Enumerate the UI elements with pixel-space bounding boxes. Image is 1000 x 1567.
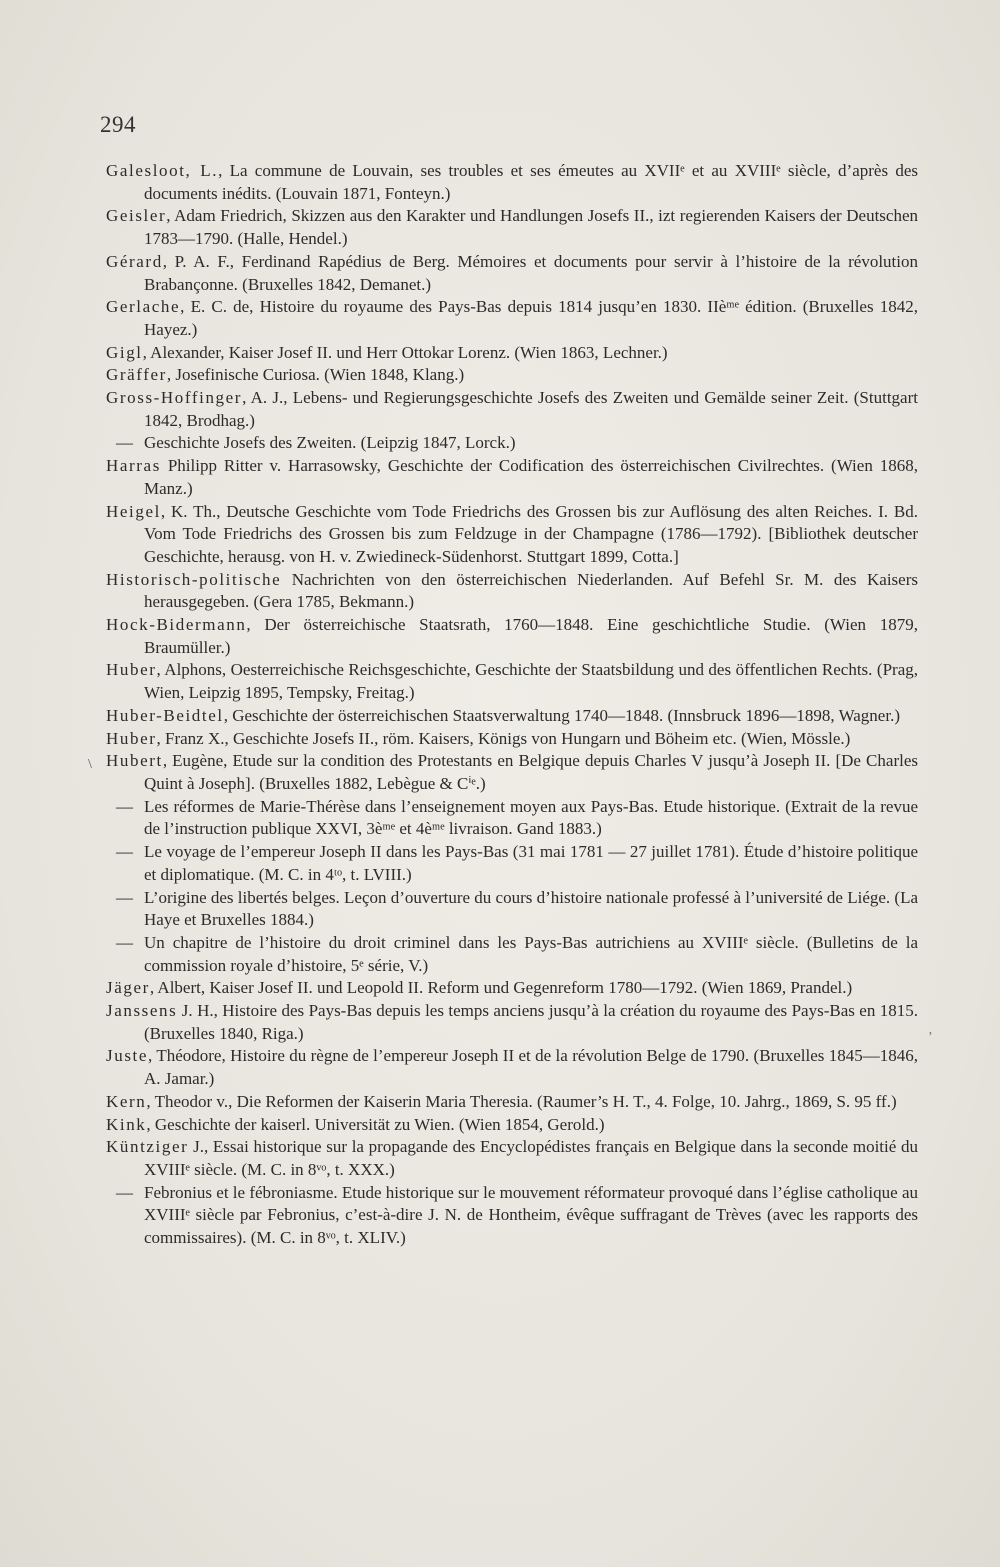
entry-text: Geschichte Josefs des Zweiten. (Leipzig 1847, Lorck.) [144, 433, 516, 453]
entry-text: J. H., Histoire des Pays-Bas depuis les temps anciens jusqu’à la création du royaume des Pays-Bas en 1815. (Bruxelles 1840, Riga.) [144, 1001, 918, 1043]
bibliography-entry [106, 455, 918, 500]
entry-author: Hock-Bidermann [106, 615, 247, 635]
bibliography-entry [106, 1114, 918, 1137]
entry-text: , Franz X., Geschichte Josefs II., röm. Kaisers, Königs von Hungarn und Böheim etc. (Wien, Mössle.) [156, 728, 851, 748]
entry-author: Galesloot, L. [106, 161, 219, 180]
entry-author: Gross-Hoffinger [106, 388, 243, 408]
entry-text: , Geschichte der kaiserl. Universität zu Wien. (Wien 1854, Gerold.) [146, 1114, 605, 1134]
bibliography-entry [106, 1182, 918, 1250]
page-number: 294 [100, 112, 136, 137]
entry-text: , Eugène, Etude sur la condition des Protestants en Belgique depuis Charles V jusqu’à Joseph II. [De Charles Quint à Joseph]. (Bruxelles 1882, Lebègue & Cⁱᵉ.) [144, 751, 918, 793]
entry-author: Janssens [106, 1001, 178, 1021]
entry-text: , Theodor v., Die Reformen der Kaiserin Maria Theresia. (Raumer’s H. T., 4. Folge, 10. Jahrg., 1869, S. 95 ff.) [146, 1091, 897, 1111]
entry-text: , Der österreichische Staatsrath, 1760—1848. Eine geschichtliche Studie. (Wien 1879, Braumüller.) [144, 615, 918, 657]
entry-author: Huber-Beidtel [106, 705, 224, 725]
bibliography-entry [106, 1045, 918, 1090]
entry-text: , A. J., Lebens- und Regierungsgeschichte Josefs des Zweiten und Gemälde seiner Zeit. (Stuttgart 1842, Brodhag.) [144, 388, 918, 430]
entry-text: L’origine des libertés belges. Leçon d’ouverture du cours d’histoire nationale professé à l’université de Liége. (La Haye et Bruxelles 1884.) [144, 887, 919, 930]
entry-author: Kern [106, 1091, 147, 1111]
bibliography-entry [106, 364, 918, 387]
bibliography-entry [106, 501, 918, 569]
bibliography-entry [106, 887, 918, 932]
entry-text: , Albert, Kaiser Josef II. und Leopold II. Reform und Gegenreform 1780—1792. (Wien 1869, Prandel.) [149, 978, 853, 998]
entry-text: , P. A. F., Ferdinand Rapédius de Berg. Mémoires et documents pour servir à l’histoire de la révolution Brabançonne. (Bruxelles 1842, Demanet.) [144, 251, 918, 294]
entry-text: Un chapitre de l’histoire du droit criminel dans les Pays-Bas autrichiens au XVIIIᵉ siècle. (Bulletins de la commission royale d’histoire, 5ᵉ série, V.) [144, 932, 918, 975]
entry-author: Küntziger [106, 1137, 189, 1157]
bibliography-entry [106, 1136, 918, 1181]
bibliography-entry [106, 614, 918, 659]
bibliography-entry [106, 251, 918, 296]
entry-text: J., Essai historique sur la propagande des Encyclopédistes français en Belgique dans la seconde moitié du XVIIIᵉ siècle. (M. C. in 8ᵛᵒ, t. XXX.) [144, 1137, 918, 1179]
bibliography-entry [106, 705, 918, 728]
entry-author: Juste [106, 1046, 148, 1066]
bibliography-entry [106, 569, 918, 614]
bibliography-entry [106, 387, 918, 432]
bibliography-list [106, 160, 918, 1250]
entry-author: Gräffer [106, 365, 167, 385]
ditto-dash: — [116, 796, 133, 816]
entry-author: Geisler [106, 206, 167, 226]
entry-text: Les réformes de Marie-Thérèse dans l’enseignement moyen aux Pays-Bas. Etude historique. (Extrait de la revue de l’instruction publique XXVI, 3èᵐᵉ et 4èᵐᵉ livraison. Gand 1883.) [144, 796, 918, 839]
bibliography-entry [106, 728, 918, 751]
bibliography-entry [106, 841, 918, 886]
entry-author: Jäger [106, 978, 150, 998]
entry-text: , Adam Friedrich, Skizzen aus den Karakter und Handlungen Josefs II., izt regierenden Kaisers der Deutschen 1783—1790. (Halle, Hendel.) [144, 206, 918, 249]
entry-text: , Geschichte der österreichischen Staatsverwaltung 1740—1848. (Innsbruck 1896—1898, Wagner.) [223, 705, 900, 725]
entry-text: Nachrichten von den österreichischen Niederlanden. Auf Befehl Sr. M. des Kaisers herausgegeben. (Gera 1785, Bekmann.) [144, 569, 918, 612]
bibliography-entry [106, 432, 918, 455]
bibliography-entry [106, 977, 918, 1000]
entry-text: , Josefinische Curiosa. (Wien 1848, Klang.) [166, 365, 465, 385]
entry-text: , K. Th., Deutsche Geschichte vom Tode Friedrichs des Grossen bis zur Auflösung des alten Reiches. I. Bd. Vom Tode Friedrichs des Grossen bis zum Feldzuge in der Champagne (1786—1792). [Bibliothek deutscher Geschichte, herausg. von H. v. Zwiedineck-Südenhorst. Stuttgart 1899, Cotta.] [144, 501, 918, 566]
bibliography-entry [106, 796, 918, 841]
ditto-dash: — [116, 842, 133, 862]
entry-author: Heigel [106, 501, 161, 521]
entry-text: , E. C. de, Histoire du royaume des Pays-Bas depuis 1814 jusqu’en 1830. IIèᵐᵉ édition. (Bruxelles 1842, Hayez.) [144, 297, 918, 339]
bibliography-entry [106, 1091, 918, 1114]
bibliography-entry [106, 205, 918, 250]
entry-author: Historisch-politische [106, 569, 282, 589]
ditto-dash: — [116, 1182, 133, 1202]
entry-author: Huber [106, 728, 157, 748]
entry-text: , Alphons, Oesterreichische Reichsgeschichte, Geschichte der Staatsbildung und des öffentlichen Rechts. (Prag, Wien, Leipzig 1895, Tempsky, Freitag.) [144, 660, 918, 703]
entry-text: , Alexander, Kaiser Josef II. und Herr Ottokar Lorenz. (Wien 1863, Lechner.) [142, 342, 668, 362]
entry-text: , Théodore, Histoire du règne de l’empereur Joseph II et de la révolution Belge de 1790. (Bruxelles 1845—1846, A. Jamar.) [144, 1046, 918, 1089]
bibliography-entry [106, 932, 918, 977]
entry-text: Philipp Ritter v. Harrasowsky, Geschichte der Codification des österreichischen Civilrechtes. (Wien 1868, Manz.) [144, 456, 918, 498]
bibliography-entry [106, 750, 918, 795]
bibliography-entry [106, 296, 918, 341]
margin-mark-right: ’ [928, 1030, 933, 1045]
entry-author: Huber [106, 660, 157, 680]
entry-text: Febronius et le fébroniasme. Etude historique sur le mouvement réformateur provoqué dans l’église catholique au XVIIIᵉ siècle par Febronius, c’est-à-dire J. N. de Hontheim, évêque suffragant de Trèves (avec les rapports des commissaires). (M. C. in 8ᵛᵒ, t. XLIV.) [144, 1182, 918, 1248]
entry-author: Hubert [106, 751, 163, 771]
ditto-dash: — [116, 932, 133, 952]
bibliography-entry [106, 342, 918, 365]
entry-text: Le voyage de l’empereur Joseph II dans les Pays-Bas (31 mai 1781 — 27 juillet 1781). Étude d’histoire politique et diplomatique. (M. C. in 4ᵗᵒ, t. LVIII.) [144, 842, 918, 884]
ditto-dash: — [116, 887, 133, 907]
margin-mark-left: \ [88, 757, 92, 772]
entry-author: Gigl [106, 342, 143, 362]
bibliography-entry [106, 1000, 918, 1045]
bibliography-entry [106, 160, 918, 205]
bibliography-entry [106, 659, 918, 704]
entry-text: , La commune de Louvain, ses troubles et ses émeutes au XVIIᵉ et au XVIIIᵉ siècle, d’après des documents inédits. (Louvain 1871, Fonteyn.) [144, 161, 918, 203]
entry-author: Gérard [106, 251, 163, 271]
ditto-dash: — [116, 433, 133, 453]
entry-author: Gerlache [106, 297, 181, 317]
entry-author: Harras [106, 456, 161, 476]
entry-author: Kink [106, 1114, 147, 1134]
